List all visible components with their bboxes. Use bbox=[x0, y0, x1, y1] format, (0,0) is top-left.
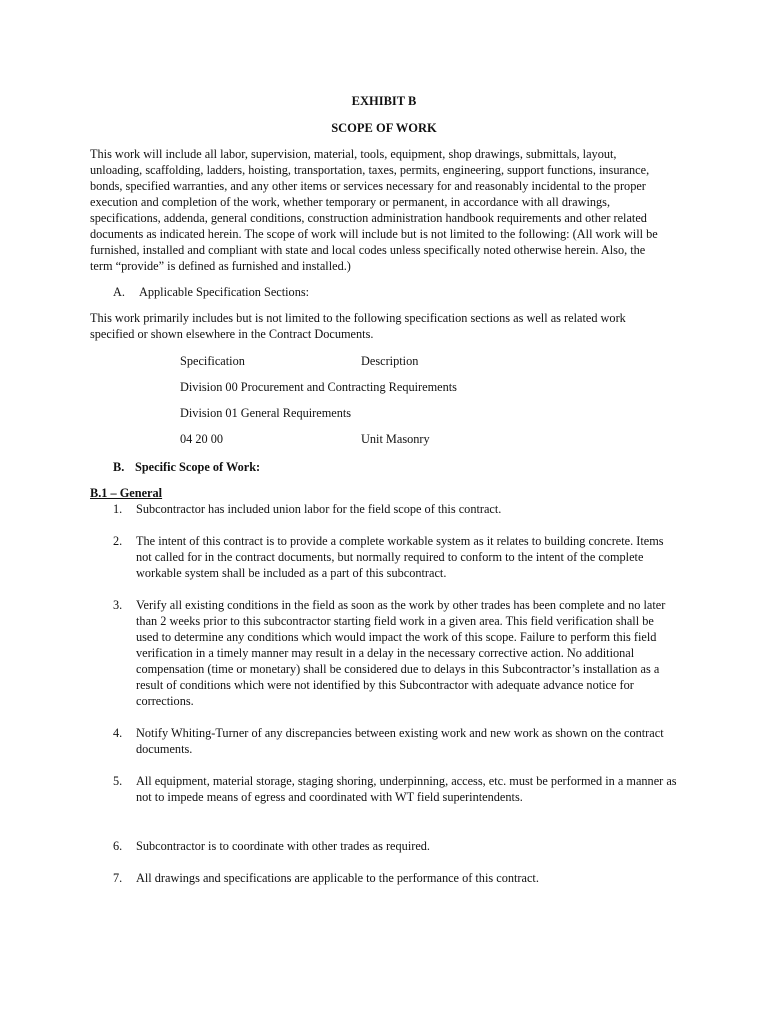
list-item: Subcontractor has included union labor for the field scope of this contract. bbox=[136, 502, 502, 516]
list-item: Subcontractor is to coordinate with other trades as required. bbox=[136, 839, 431, 853]
list-item: Notify Whiting-Turner of any discrepancies between existing work and new work as shown on the contract documents. bbox=[136, 726, 664, 756]
section-a-letter: A. bbox=[113, 285, 125, 299]
spec-row-desc: Unit Masonry bbox=[361, 432, 430, 446]
spec-row-division-00: Division 00 Procurement and Contracting Requirements bbox=[180, 380, 457, 394]
spec-header-spec: Specification bbox=[180, 354, 245, 368]
list-item-number: 7. bbox=[113, 871, 123, 885]
list-item: All equipment, material storage, staging shoring, underpinning, access, etc. must be performed in a manner as not to impede means of egress and coordinated with WT field superintendents. bbox=[136, 774, 677, 804]
spec-row-code: 04 20 00 bbox=[180, 432, 224, 446]
scope-title: SCOPE OF WORK bbox=[331, 121, 437, 135]
spec-header-desc: Description bbox=[361, 354, 419, 368]
list-item-number: 5. bbox=[113, 774, 123, 788]
section-b-title: Specific Scope of Work: bbox=[135, 460, 261, 474]
spec-row-division-01: Division 01 General Requirements bbox=[180, 406, 352, 420]
list-item-number: 2. bbox=[113, 534, 123, 548]
list-item-number: 3. bbox=[113, 598, 123, 612]
list-item: The intent of this contract is to provide a complete workable system as it relates to building concrete. Items not called for in the contract documents, but normally required to conform to the intent of the complete workable system shall be included as a part of this subcontract. bbox=[136, 534, 664, 580]
b1-heading: B.1 – General bbox=[90, 486, 163, 500]
section-b-letter: B. bbox=[113, 460, 125, 474]
section-a-title: Applicable Specification Sections: bbox=[139, 285, 310, 299]
list-item: Verify all existing conditions in the field as soon as the work by other trades has been complete and no later than 2 weeks prior to this subcontractor starting field work in a given area. This field verification shall be used to determine any conditions which would impact the work of this scope. Failure to perform this field verification in a timely manner may result in a delay in the necessary corrective action. No additional compensation (time or monetary) shall be considered due to delays in this Subcontractor’s installation as a result of conditions which were not identified by this Subcontractor with adequate advance notice for corrections. bbox=[136, 598, 666, 708]
list-item-number: 1. bbox=[113, 502, 123, 516]
list-item-number: 4. bbox=[113, 726, 123, 740]
exhibit-title: EXHIBIT B bbox=[351, 94, 417, 108]
section-a-paragraph: This work primarily includes but is not limited to the following specification sections as well as related work specified or shown elsewhere in the Contract Documents. bbox=[90, 311, 626, 341]
list-item-number: 6. bbox=[113, 839, 123, 853]
list-item: All drawings and specifications are applicable to the performance of this contract. bbox=[136, 871, 539, 885]
intro-paragraph: This work will include all labor, supervision, material, tools, equipment, shop drawings, submittals, layout, unloading, scaffolding, ladders, hoisting, transportation, taxes, permits, engineering, support functions, insurance, bonds, specified warranties, and any other items or services necessary for and reasonably incidental to the proper execution and completion of the work, whether temporary or permanent, in accordance with all drawings, specifications, addenda, general conditions, construction administration handbook requirements and other related documents as indicated herein. The scope of work will include but is not limited to the following: (All work will be furnished, installed and compliant with state and local codes unless specifically noted otherwise herein. Also, the term “provide” is defined as furnished and installed.) bbox=[90, 147, 658, 273]
